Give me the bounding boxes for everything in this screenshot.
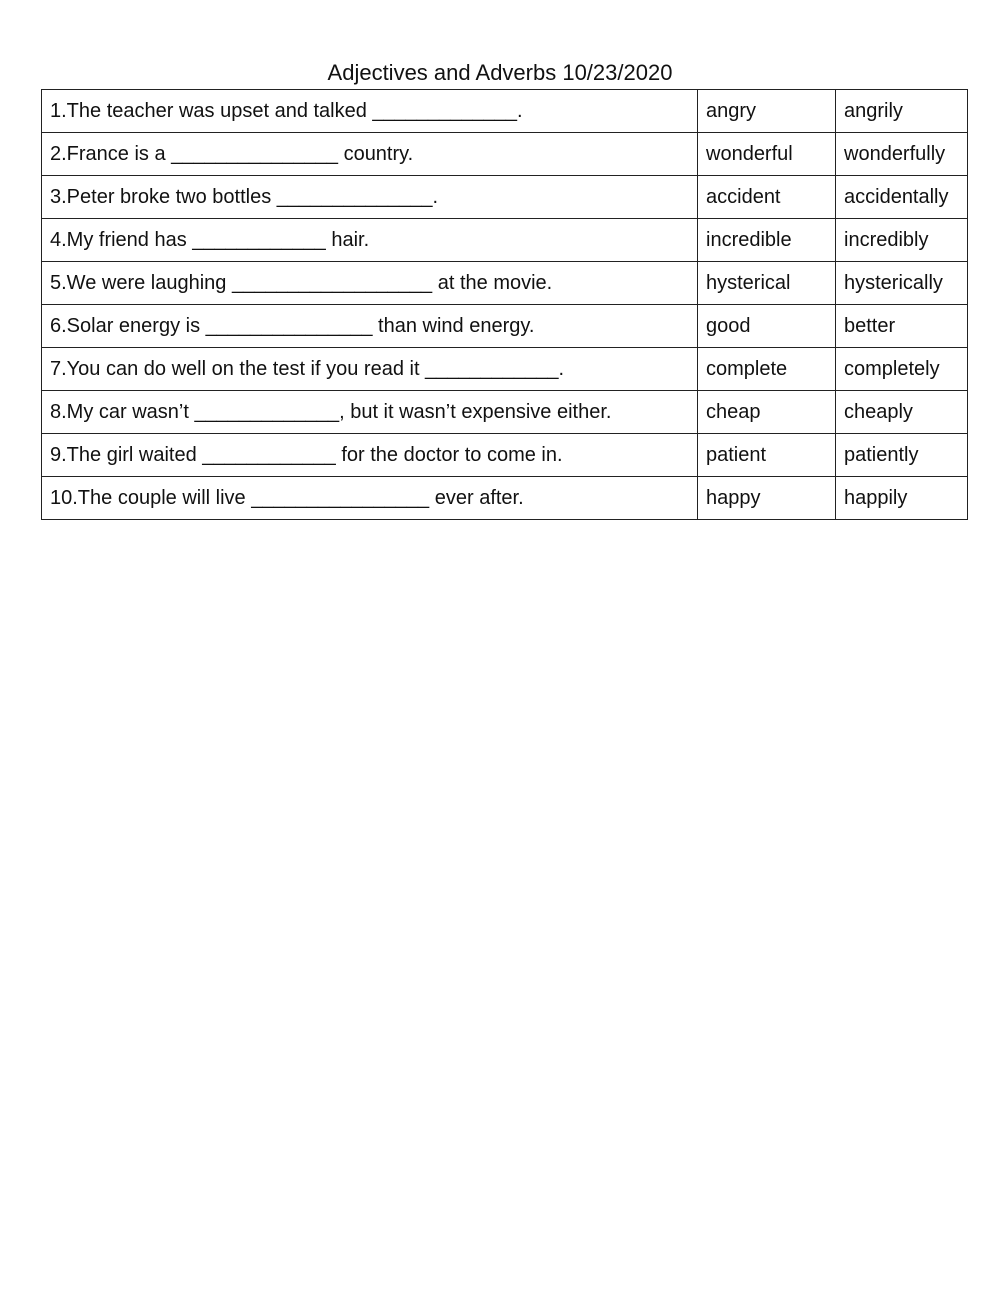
sentence-cell: 4.My friend has ____________ hair. bbox=[42, 219, 698, 262]
table-row bbox=[42, 219, 968, 262]
sentence-cell: 5.We were laughing __________________ at the movie. bbox=[42, 262, 698, 305]
adverb-option[interactable]: cheaply bbox=[836, 391, 968, 434]
adjective-option[interactable]: happy bbox=[698, 477, 836, 520]
adjective-option[interactable]: wonderful bbox=[698, 133, 836, 176]
table-row bbox=[42, 391, 968, 434]
sentence-cell: 2.France is a _______________ country. bbox=[42, 133, 698, 176]
adjective-option[interactable]: patient bbox=[698, 434, 836, 477]
adverb-option[interactable]: patiently bbox=[836, 434, 968, 477]
adjective-option[interactable]: accident bbox=[698, 176, 836, 219]
sentence-cell: 1.The teacher was upset and talked _____________. bbox=[42, 90, 698, 133]
sentence-cell: 7.You can do well on the test if you read it ____________. bbox=[42, 348, 698, 391]
sentence-cell: 9.The girl waited ____________ for the doctor to come in. bbox=[42, 434, 698, 477]
adjective-option[interactable]: cheap bbox=[698, 391, 836, 434]
table-row bbox=[42, 262, 968, 305]
adjective-option[interactable]: angry bbox=[698, 90, 836, 133]
table-row bbox=[42, 133, 968, 176]
table-row bbox=[42, 90, 968, 133]
adjective-option[interactable]: good bbox=[698, 305, 836, 348]
adverb-option[interactable]: hysterically bbox=[836, 262, 968, 305]
sentence-cell: 3.Peter broke two bottles ______________. bbox=[42, 176, 698, 219]
worksheet-title: Adjectives and Adverbs 10/23/2020 bbox=[327, 60, 673, 85]
adverb-option[interactable]: angrily bbox=[836, 90, 968, 133]
adverb-option[interactable]: happily bbox=[836, 477, 968, 520]
table-row bbox=[42, 348, 968, 391]
adverb-option[interactable]: completely bbox=[836, 348, 968, 391]
table-row bbox=[42, 477, 968, 520]
table-row bbox=[42, 305, 968, 348]
adverb-option[interactable]: better bbox=[836, 305, 968, 348]
sentence-cell: 6.Solar energy is _______________ than wind energy. bbox=[42, 305, 698, 348]
adverb-option[interactable]: wonderfully bbox=[836, 133, 968, 176]
adjective-option[interactable]: complete bbox=[698, 348, 836, 391]
adjective-option[interactable]: hysterical bbox=[698, 262, 836, 305]
adverb-option[interactable]: incredibly bbox=[836, 219, 968, 262]
worksheet-table bbox=[41, 89, 968, 520]
adverb-option[interactable]: accidentally bbox=[836, 176, 968, 219]
table-row bbox=[42, 176, 968, 219]
sentence-cell: 10.The couple will live ________________ ever after. bbox=[42, 477, 698, 520]
table-row bbox=[42, 434, 968, 477]
adjective-option[interactable]: incredible bbox=[698, 219, 836, 262]
sentence-cell: 8.My car wasn’t _____________, but it wasn’t expensive either. bbox=[42, 391, 698, 434]
